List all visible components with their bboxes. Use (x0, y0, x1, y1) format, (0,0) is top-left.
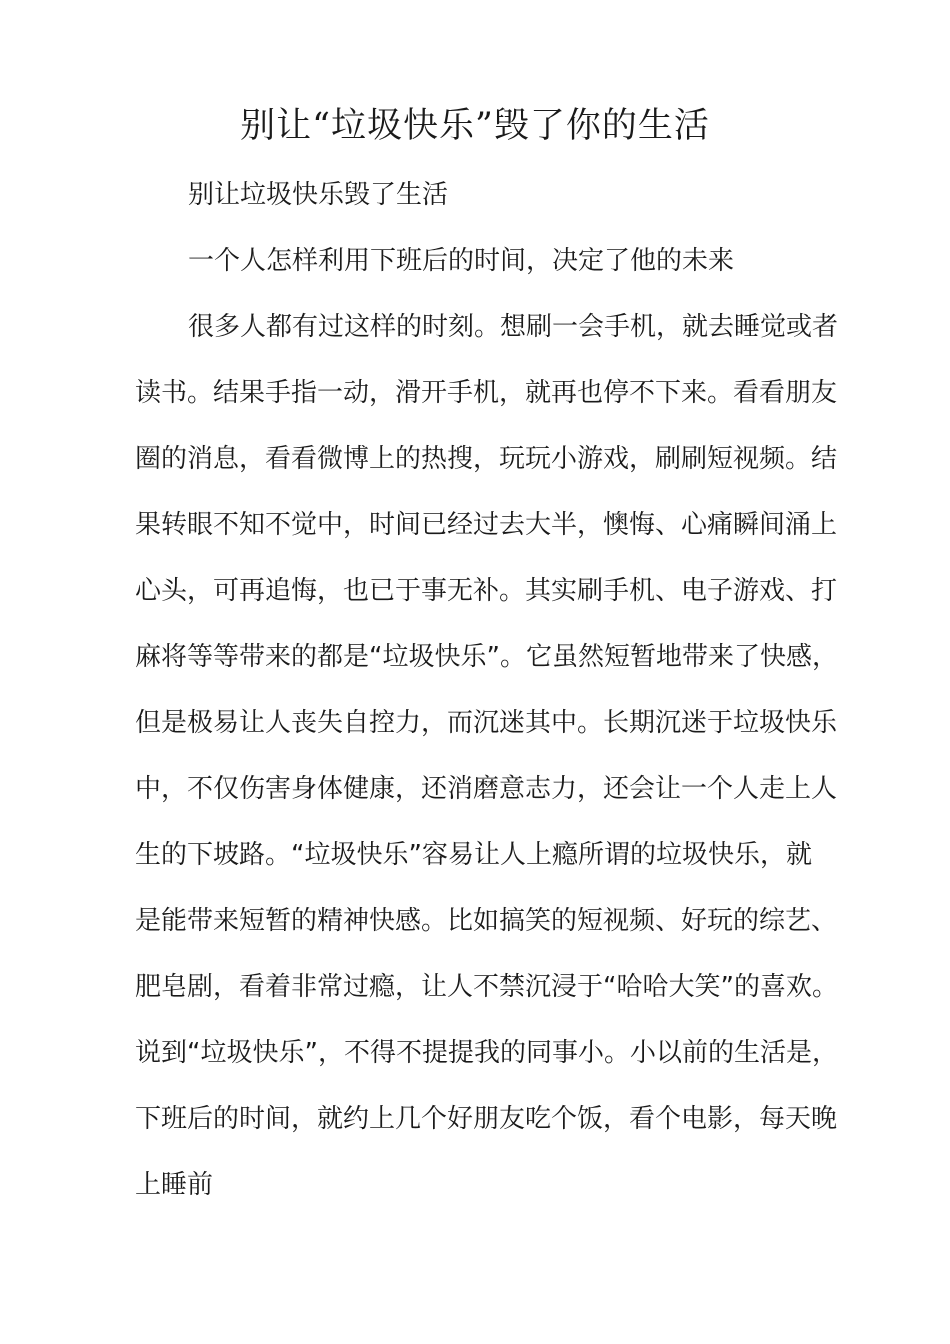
body-line: 说到“垃圾快乐”，不得不提提我的同事小。小以前的生活是， (135, 1038, 838, 1068)
body-line: 肥皂剧，看着非常过瘾，让人不禁沉浸于“哈哈大笑”的喜欢。 (135, 972, 838, 1002)
body-line: 下班后的时间，就约上几个好朋友吃个饭，看个电影，每天晚 (135, 1104, 838, 1134)
body-line: 但是极易让人丧失自控力，而沉迷其中。长期沉迷于垃圾快乐 (135, 708, 838, 738)
body-line: 中，不仅伤害身体健康，还消磨意志力，还会让一个人走上人 (135, 774, 838, 804)
body-line: 是能带来短暂的精神快感。比如搞笑的短视频、好玩的综艺、 (135, 906, 838, 936)
body-line: 圈的消息，看看微博上的热搜，玩玩小游戏，刷刷短视频。结 (135, 444, 838, 474)
document-subtitle: 别让垃圾快乐毁了生活 (188, 180, 449, 210)
body-line: 生的下坡路。“垃圾快乐”容易让人上瘾所谓的垃圾快乐，就 (135, 840, 812, 870)
body-line: 心头，可再追悔，也已于事无补。其实刷手机、电子游戏、打 (135, 576, 838, 606)
document-title: 别让“垃圾快乐”毁了你的生活 (240, 106, 710, 146)
body-line: 上睡前 (135, 1170, 214, 1200)
body-line: 读书。结果手指一动，滑开手机，就再也停不下来。看看朋友 (135, 378, 838, 408)
body-line: 很多人都有过这样的时刻。想刷一会手机，就去睡觉或者 (188, 312, 839, 342)
body-line: 果转眼不知不觉中，时间已经过去大半，懊悔、心痛瞬间涌上 (135, 510, 838, 540)
body-line: 麻将等等带来的都是“垃圾快乐”。它虽然短暂地带来了快感， (135, 642, 838, 672)
document-subheading: 一个人怎样利用下班后的时间，决定了他的未来 (188, 246, 735, 276)
